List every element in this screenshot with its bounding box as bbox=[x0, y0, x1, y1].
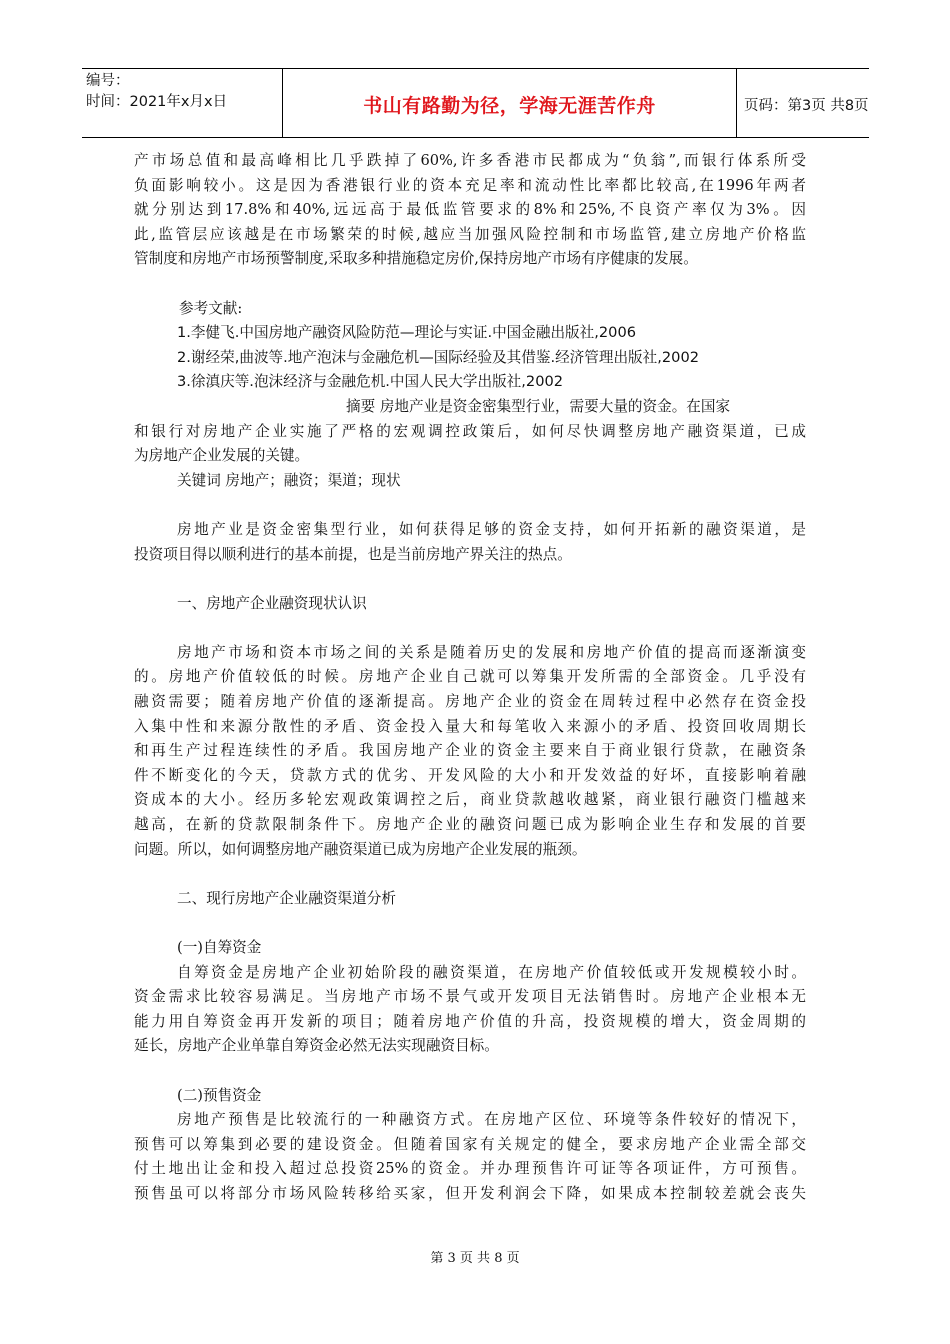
text-line: 此,监管层应该越是在市场繁荣的时候,越应当加强风险控制和市场监管,建立房地产价格监 bbox=[134, 225, 806, 243]
text-line: 预售虽可以将部分市场风险转移给买家，但开发利润会下降，如果成本控制较差就会丧失 bbox=[134, 1184, 806, 1202]
text-line: 房地产预售是比较流行的一种融资方式。在房地产区位、环境等条件较好的情况下， bbox=[177, 1111, 806, 1129]
text-line: 管制度和房地产市场预警制度,采取多种措施稳定房价,保持房地产市场有序健康的发展。 bbox=[134, 250, 698, 268]
text-line: 自筹资金是房地产企业初始阶段的融资渠道，在房地产价值较低或开发规模较小时。 bbox=[177, 963, 806, 981]
text-line: 预售可以筹集到必要的建设资金。但随着国家有关规定的健全，要求房地产企业需全部交 bbox=[134, 1135, 806, 1153]
section-1-title: 一、房地产企业融资现状认识 bbox=[177, 594, 367, 612]
time-label: 时间：2021年x月x日 bbox=[86, 94, 228, 110]
text-line: 越高，在新的贷款限制条件下。房地产企业的融资问题已成为影响企业生存和发展的首要 bbox=[134, 816, 806, 834]
reference-item: 1.李健飞.中国房地产融资风险防范—理论与实证.中国金融出版社,2006 bbox=[177, 324, 637, 342]
text-line: 融资需要；随着房地产价值的逐渐提高。房地产企业的资金在周转过程中必然存在资金投 bbox=[134, 693, 806, 711]
text-line: 件不断变化的今天，贷款方式的优劣、开发风险的大小和开发效益的好坏，直接影响着融 bbox=[134, 766, 806, 784]
header-meta bbox=[82, 69, 280, 137]
header-motto-cell bbox=[282, 69, 737, 137]
section-1-paragraph bbox=[134, 641, 806, 862]
text-line: 房地产市场和资本市场之间的关系是随着历史的发展和房地产价值的提高而逐渐演变 bbox=[177, 643, 806, 661]
subsection-1-paragraph bbox=[134, 961, 806, 1059]
text-line: 资金需求比较容易满足。当房地产市场不景气或开发项目无法销售时。房地产企业根本无 bbox=[134, 988, 806, 1006]
text-line: 负面影响较小。这是因为香港银行业的资本充足率和流动性比率都比较高,在1996年两者 bbox=[134, 176, 806, 194]
abstract-line: 和银行对房地产企业实施了严格的宏观调控政策后，如何尽快调整房地产融资渠道，已成 bbox=[134, 422, 806, 440]
abstract-line: 为房地产企业发展的关键。 bbox=[134, 447, 310, 465]
text-line: 资成本的大小。经历多轮宏观政策调控之后，商业贷款越收越紧，商业银行融资门槛越来 bbox=[134, 791, 806, 809]
section-2-title: 二、现行房地产企业融资渠道分析 bbox=[177, 889, 396, 907]
paragraph-top bbox=[134, 149, 806, 272]
intro-paragraph bbox=[134, 518, 806, 567]
page-header bbox=[82, 68, 869, 138]
document-body bbox=[134, 149, 806, 1207]
page-footer: 第 3 页 共 8 页 bbox=[430, 1251, 520, 1266]
text-line: 的。房地产价值较低的时候。房地产企业自己就可以筹集开发所需的全部资金。几乎没有 bbox=[134, 668, 806, 686]
motto-text: 书山有路勤为径，学海无涯苦作舟 bbox=[363, 95, 656, 117]
keywords: 关键词 房地产；融资；渠道；现状 bbox=[177, 471, 401, 489]
page-info: 页码：第3页 共8页 bbox=[744, 98, 869, 114]
subsection-1-title: (一)自筹资金 bbox=[177, 939, 262, 956]
abstract bbox=[134, 395, 806, 469]
text-line: 延长，房地产企业单靠自筹资金必然无法实现融资目标。 bbox=[134, 1037, 499, 1055]
subsection-2-paragraph bbox=[134, 1108, 806, 1206]
subsection-2-title: (二)预售资金 bbox=[177, 1086, 262, 1104]
text-line: 付土地出让金和投入超过总投资25%的资金。并办理预售许可证等各项证件，方可预售。 bbox=[134, 1160, 806, 1178]
text-line: 问题。所以，如何调整房地产融资渠道已成为房地产企业发展的瓶颈。 bbox=[134, 840, 587, 858]
number-label: 编号： bbox=[86, 73, 130, 89]
text-line: 能力用自筹资金再开发新的项目；随着房地产价值的升高，投资规模的增大，资金周期的 bbox=[134, 1012, 806, 1030]
abstract-line: 摘要 房地产业是资金密集型行业，需要大量的资金。在国家 bbox=[346, 397, 731, 415]
text-line: 投资项目得以顺利进行的基本前提，也是当前房地产界关注的热点。 bbox=[134, 545, 572, 563]
text-line: 产市场总值和最高峰相比几乎跌掉了60%,许多香港市民都成为“负翁”,而银行体系所受 bbox=[134, 152, 806, 169]
text-line: 和再生产过程连续性的矛盾。我国房地产企业的资金主要来自于商业银行贷款，在融资条 bbox=[134, 742, 806, 760]
reference-item: 2.谢经荣,曲波等.地产泡沫与金融危机—国际经验及其借鉴.经济管理出版社,2002 bbox=[177, 348, 700, 366]
references-title: 参考文献: bbox=[179, 299, 243, 317]
reference-item: 3.徐滇庆等.泡沫经济与金融危机.中国人民大学出版社,2002 bbox=[177, 373, 564, 391]
text-line: 房地产业是资金密集型行业，如何获得足够的资金支持，如何开拓新的融资渠道，是 bbox=[177, 520, 806, 538]
text-line: 入集中性和来源分散性的矛盾、资金投入量大和每笔收入来源小的矛盾、投资回收周期长 bbox=[134, 717, 806, 735]
text-line: 就分别达到17.8%和40%,远远高于最低监管要求的8%和25%,不良资产率仅为3%。因 bbox=[134, 201, 806, 219]
